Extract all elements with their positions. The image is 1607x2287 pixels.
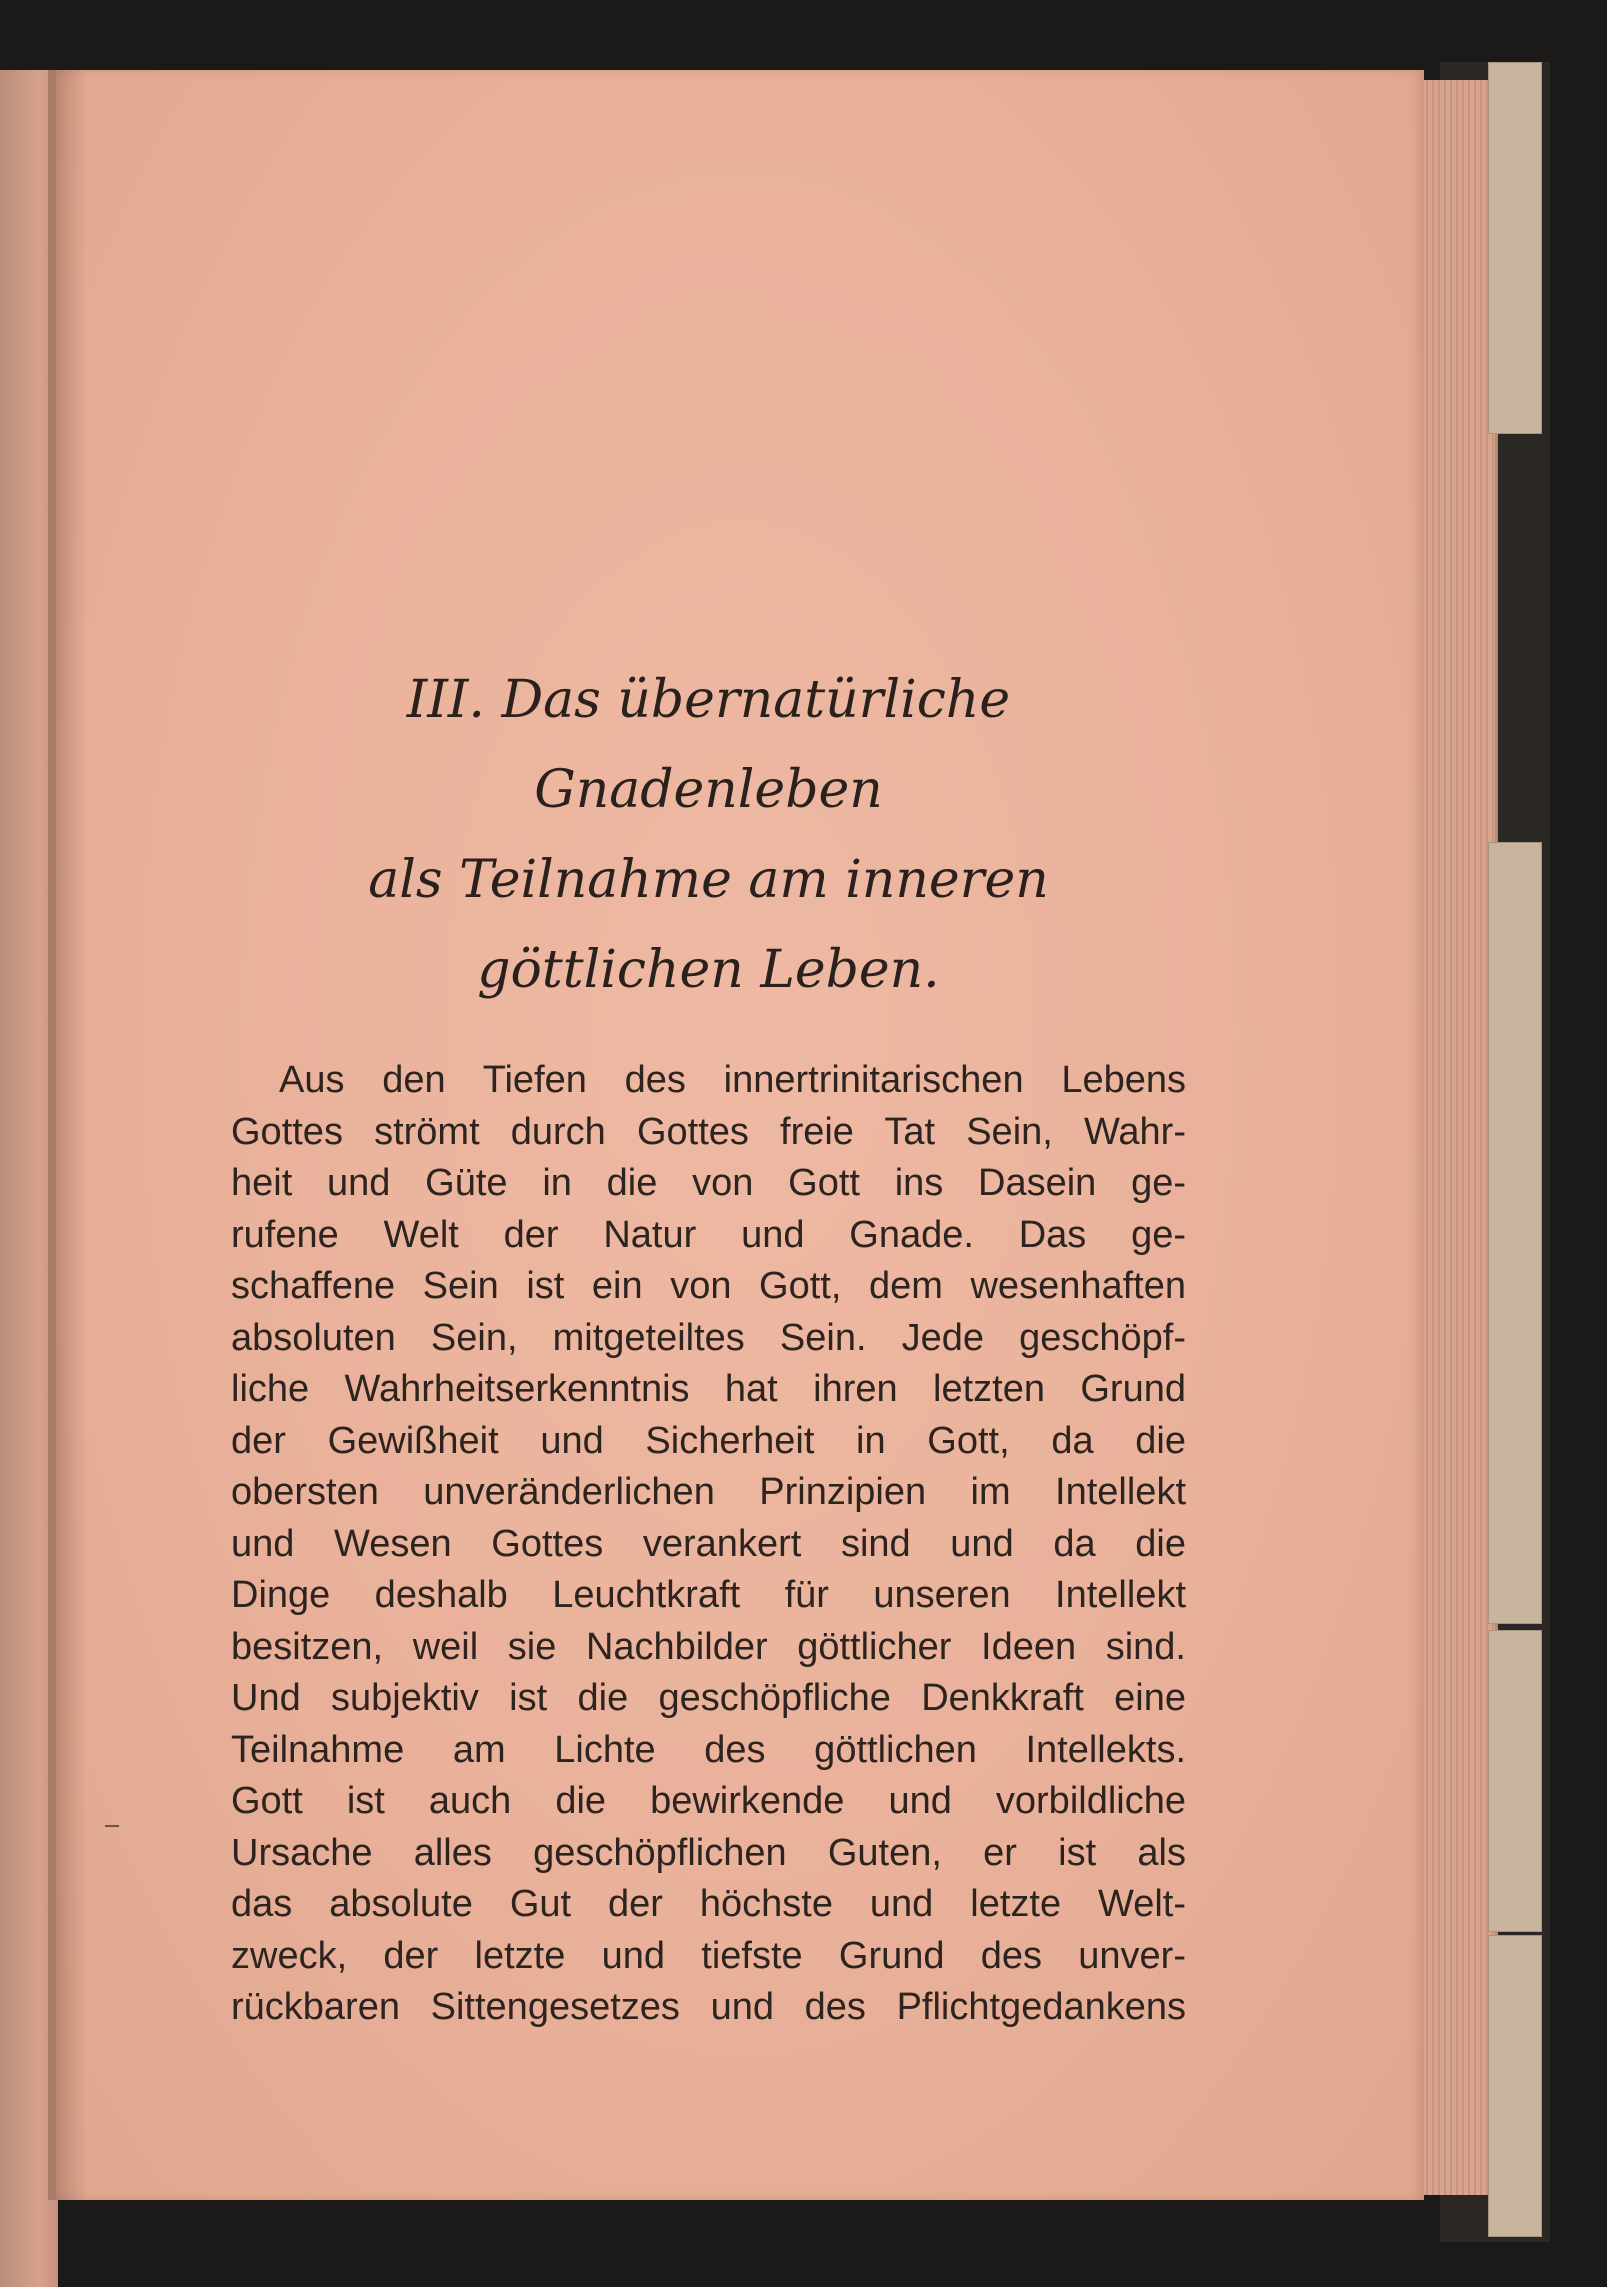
text-line: zweck, der letzte und tiefste Grund des unver- bbox=[231, 1934, 1186, 1977]
margin-dash-mark bbox=[105, 1825, 119, 1827]
text-line: und Wesen Gottes verankert sind und da die bbox=[231, 1522, 1186, 1565]
text-line: absoluten Sein, mitgeteiltes Sein. Jede geschöpf- bbox=[231, 1316, 1186, 1359]
text-line: Gottes strömt durch Gottes freie Tat Sein, Wahr- bbox=[231, 1110, 1186, 1153]
spine-shadow bbox=[48, 70, 88, 2200]
text-line: Und subjektiv ist die geschöpfliche Denkkraft eine bbox=[231, 1677, 1186, 1719]
page-tab bbox=[1488, 1630, 1542, 1932]
text-line: obersten unveränderlichen Prinzipien im Intellekt bbox=[231, 1471, 1186, 1513]
text-line: liche Wahrheitserkenntnis hat ihren letzten Grund bbox=[231, 1368, 1186, 1410]
text-line: schaffene Sein ist ein von Gott, dem wesenhaften bbox=[231, 1265, 1186, 1307]
heading-line: göttlichen Leben. bbox=[477, 940, 940, 1000]
text-line: Gott ist auch die bewirkende und vorbildliche bbox=[231, 1780, 1186, 1822]
chapter-heading bbox=[231, 655, 1186, 1015]
text-line: der Gewißheit und Sicherheit in Gott, da die bbox=[231, 1419, 1186, 1462]
heading-line: III. Das übernatürliche Gnadenleben bbox=[406, 670, 1011, 820]
page-tab bbox=[1488, 1935, 1542, 2237]
text-line: rückbaren Sittengesetzes und des Pflichtgedankens bbox=[231, 1986, 1186, 2028]
book-page bbox=[56, 70, 1424, 2200]
page-tab bbox=[1488, 842, 1542, 1624]
text-line: Teilnahme am Lichte des göttlichen Intellekts. bbox=[231, 1728, 1186, 1771]
text-line: das absolute Gut der höchste und letzte Welt- bbox=[231, 1883, 1186, 1925]
text-line: Ursache alles geschöpflichen Guten, er ist als bbox=[231, 1831, 1186, 1874]
heading-line: als Teilnahme am inneren bbox=[368, 850, 1049, 910]
text-line: Aus den Tiefen des innertrinitarischen Lebens bbox=[279, 1059, 1186, 1101]
text-line: heit und Güte in die von Gott ins Dasein ge- bbox=[231, 1162, 1186, 1204]
text-line: rufene Welt der Natur und Gnade. Das ge- bbox=[231, 1213, 1186, 1256]
page-tab bbox=[1488, 62, 1542, 434]
body-paragraph bbox=[231, 1055, 1186, 2034]
text-line: besitzen, weil sie Nachbilder göttlicher Ideen sind. bbox=[231, 1625, 1186, 1668]
page-content bbox=[231, 655, 1186, 2034]
text-line: Dinge deshalb Leuchtkraft für unseren Intellekt bbox=[231, 1574, 1186, 1616]
